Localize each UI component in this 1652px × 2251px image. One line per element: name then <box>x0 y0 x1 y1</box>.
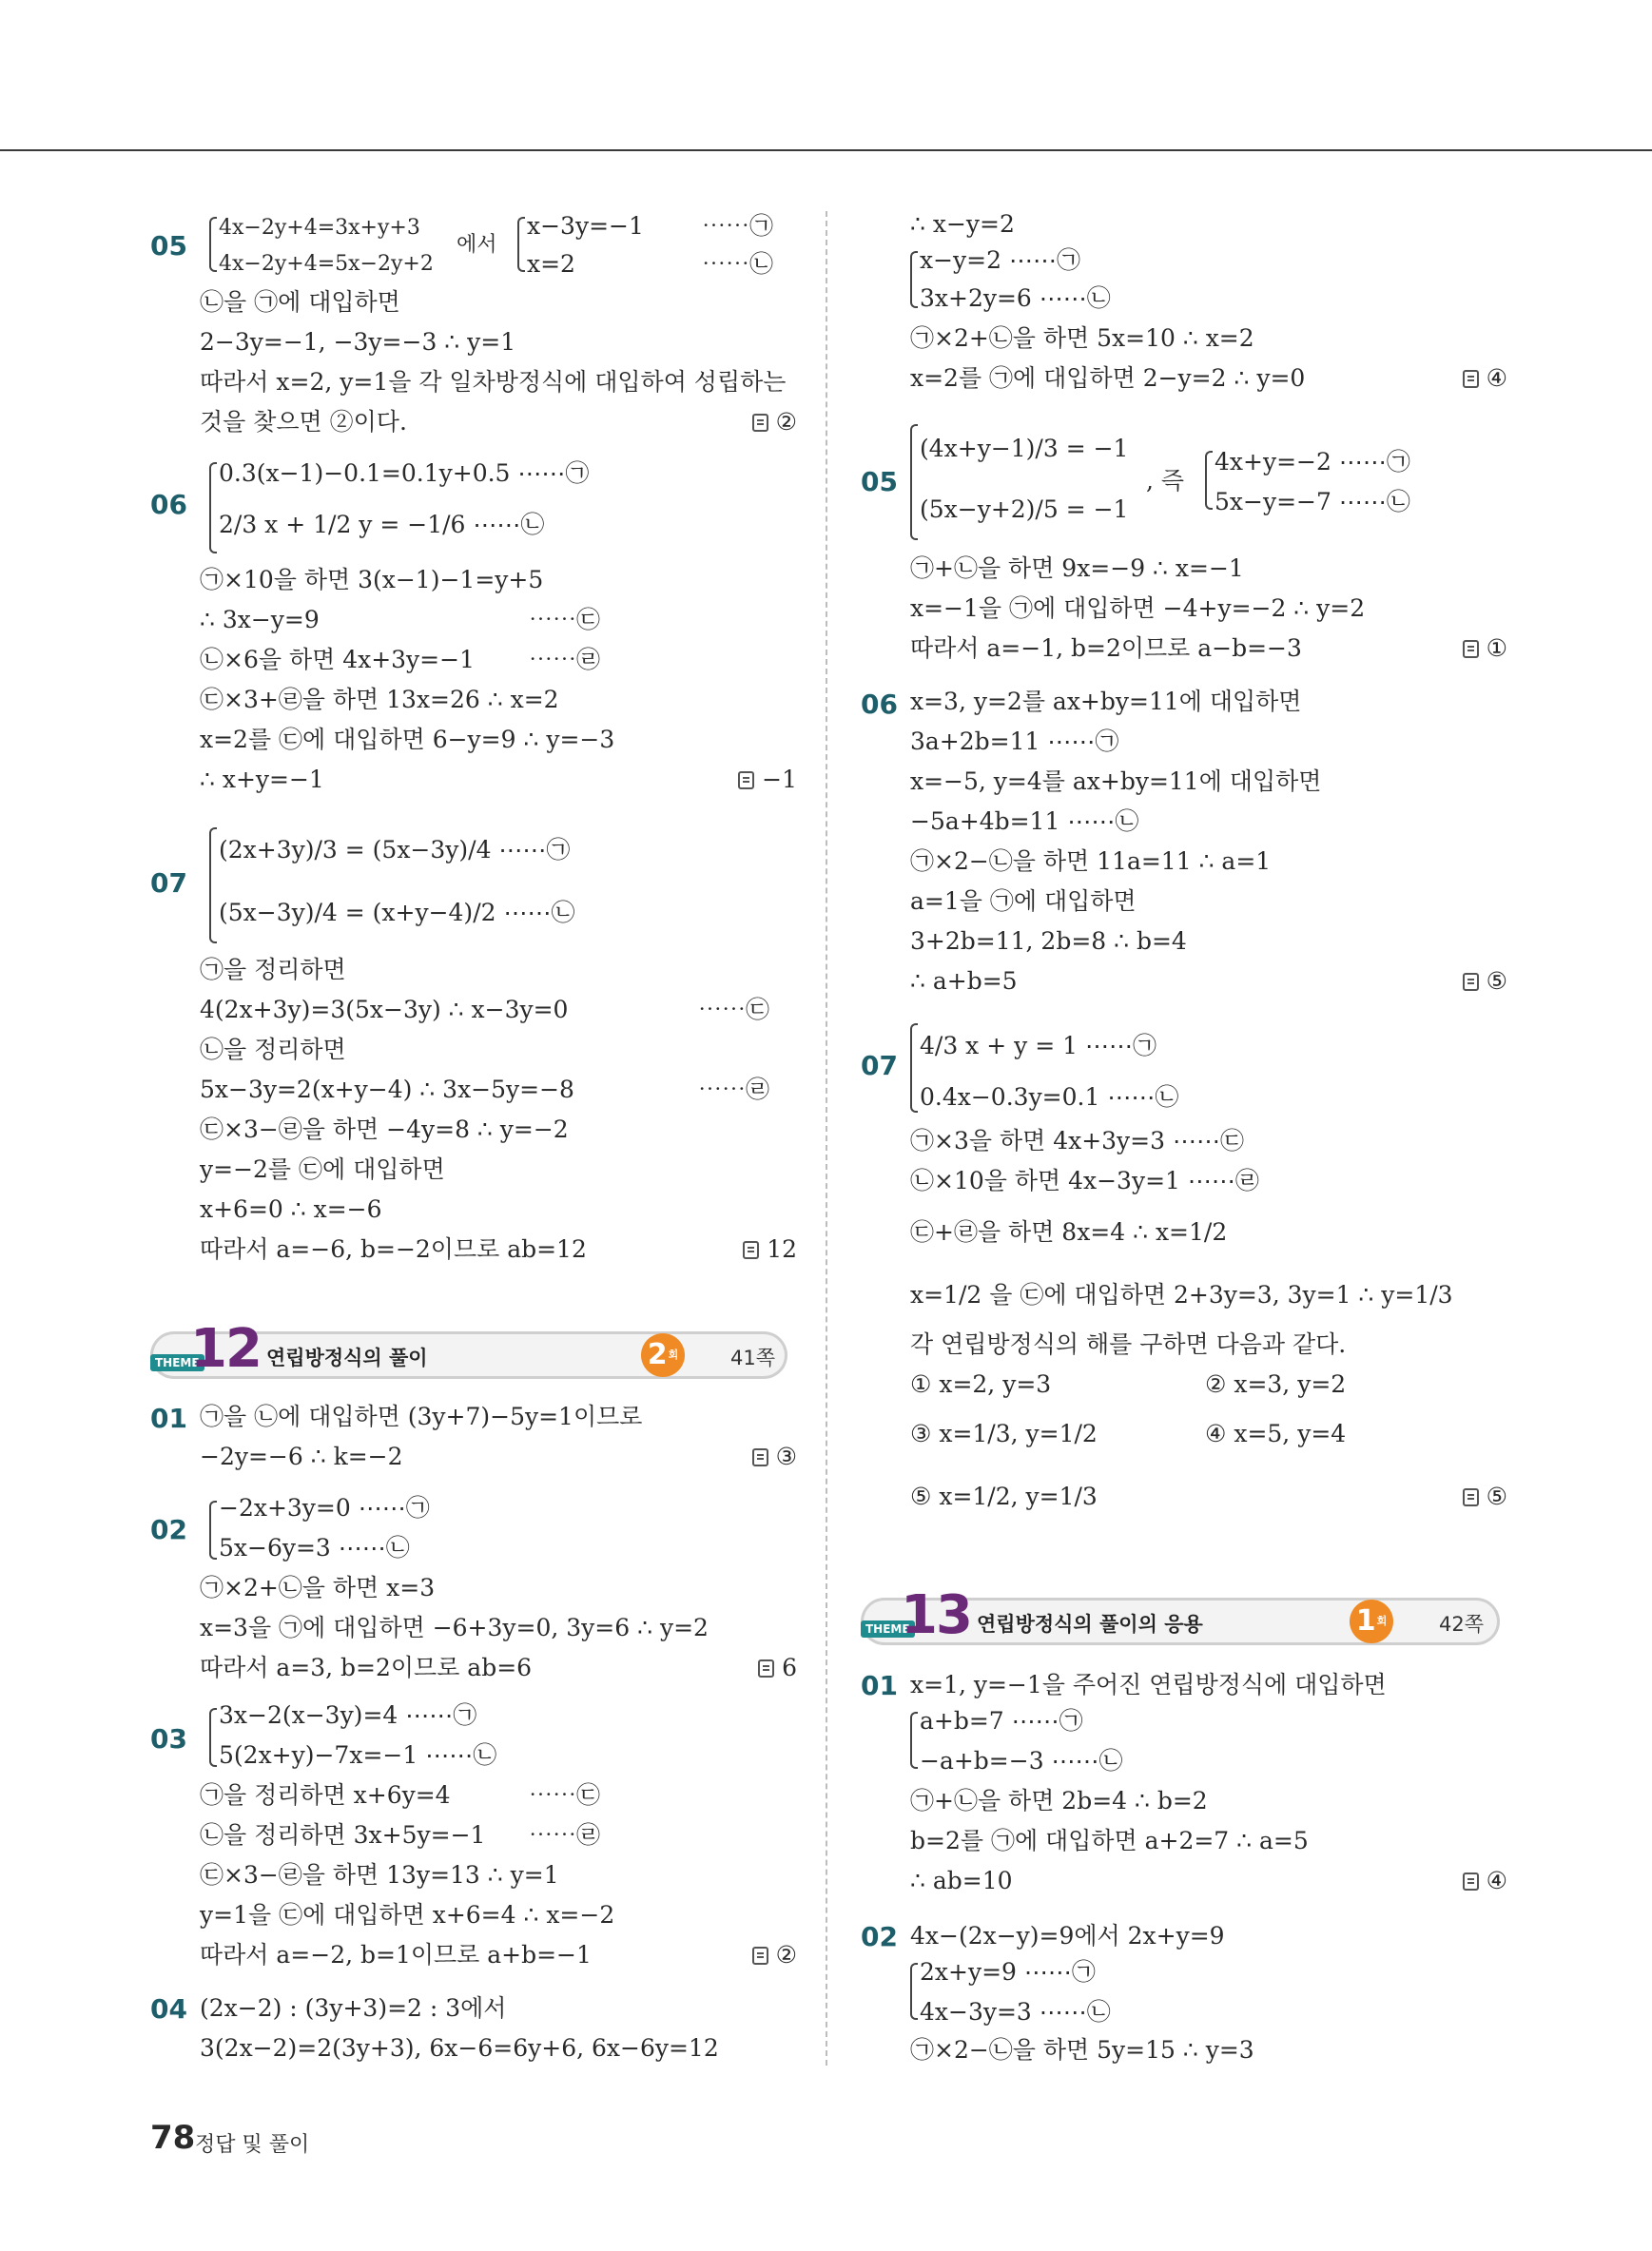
brace <box>1205 451 1213 510</box>
equation: (2x+3y)/3 = (5x−3y)/4 ⋯⋯㉠ <box>219 836 571 864</box>
option: ① x=2, y=3 <box>910 1370 1052 1398</box>
brace <box>209 1708 217 1767</box>
theme-title: 연립방정식의 풀이의 응용 <box>977 1613 1203 1636</box>
theme-tag: THEME <box>150 1354 204 1371</box>
text: ∴ 3x−y=9 <box>200 606 320 633</box>
text: , 즉 <box>1146 467 1185 495</box>
theme-title: 연립방정식의 풀이 <box>266 1347 428 1369</box>
text: x=2를 ㉢에 대입하면 6−y=9 ∴ y=−3 <box>200 726 615 753</box>
answer-icon <box>1463 973 1479 991</box>
equation: 4/3 x + y = 1 ⋯⋯㉠ <box>920 1032 1156 1059</box>
text: 2−3y=−1, −3y=−3 ∴ y=1 <box>200 328 516 356</box>
equation: 4x−2y+4=3x+y+3 <box>219 216 420 240</box>
text: 것을 찾으면 ②이다. <box>200 408 407 436</box>
text: ㉠×3을 하면 4x+3y=3 ⋯⋯㉢ <box>910 1127 1244 1155</box>
footer-label: 정답 및 풀이 <box>195 2133 310 2157</box>
answer: −1 <box>738 765 797 795</box>
text: 따라서 a=−1, b=2이므로 a−b=−3 <box>910 634 1302 662</box>
text: 3(2x−2)=2(3y+3), 6x−6=6y+6, 6x−6y=12 <box>200 2034 719 2062</box>
theme-number: 13 <box>901 1584 971 1646</box>
brace <box>209 217 217 272</box>
text: 4(2x+3y)=3(5x−3y) ∴ x−3y=0 <box>200 996 569 1023</box>
text: ㉢+㉣을 하면 8x=4 ∴ x=1/2 <box>910 1218 1228 1246</box>
problem-number: 07 <box>150 867 187 899</box>
text: 따라서 a=−6, b=−2이므로 ab=12 <box>200 1235 587 1263</box>
brace <box>209 462 217 553</box>
brace <box>910 1963 918 2020</box>
answer: ⑤ <box>1463 966 1507 997</box>
text: ㉠+㉡을 하면 2b=4 ∴ b=2 <box>910 1787 1208 1814</box>
text: ㉠+㉡을 하면 9x=−9 ∴ x=−1 <box>910 554 1244 582</box>
text: ㉠을 정리하면 <box>200 956 346 983</box>
text: ∴ x+y=−1 <box>200 766 324 793</box>
brace <box>517 217 525 272</box>
text: 5x−3y=2(x+y−4) ∴ 3x−5y=−8 <box>200 1076 574 1103</box>
brace <box>910 251 918 308</box>
text: ㉢×3+㉣을 하면 13x=26 ∴ x=2 <box>200 686 559 713</box>
problem-number: 04 <box>150 1993 187 2025</box>
equation: 5x−y=−7 ⋯⋯㉡ <box>1215 488 1410 515</box>
theme-number: 12 <box>190 1318 261 1380</box>
round-badge: $2^회$ <box>641 1333 685 1377</box>
marker: ⋯⋯㉣ <box>529 1821 601 1849</box>
equation: 0.4x−0.3y=0.1 ⋯⋯㉡ <box>920 1083 1179 1111</box>
answer: ② <box>752 407 797 437</box>
text: 따라서 x=2, y=1을 각 일차방정식에 대입하여 성립하는 <box>200 368 787 396</box>
text: x=−1을 ㉠에 대입하면 −4+y=−2 ∴ y=2 <box>910 594 1366 622</box>
equation: 4x+y=−2 ⋯⋯㉠ <box>1215 448 1410 475</box>
marker: ⋯⋯㉡ <box>702 250 774 278</box>
text: 3a+2b=11 ⋯⋯㉠ <box>910 728 1119 755</box>
marker: ⋯⋯㉢ <box>529 606 601 633</box>
equation: x−3y=−1 <box>527 212 644 240</box>
text: 에서 <box>457 233 497 257</box>
text: 따라서 a=3, b=2이므로 ab=6 <box>200 1654 533 1681</box>
answer-icon <box>752 1448 768 1466</box>
answer: ③ <box>752 1442 797 1472</box>
text: y=1을 ㉢에 대입하면 x+6=4 ∴ x=−2 <box>200 1901 615 1929</box>
theme-tag: THEME <box>861 1620 915 1638</box>
answer-icon <box>1463 1873 1479 1891</box>
marker: ⋯⋯㉣ <box>529 646 601 673</box>
round-badge: $1^회$ <box>1350 1600 1393 1643</box>
equation: 5x−6y=3 ⋯⋯㉡ <box>219 1534 410 1562</box>
brace <box>910 1712 918 1769</box>
text: b=2를 ㉠에 대입하면 a+2=7 ∴ a=5 <box>910 1827 1309 1854</box>
answer-icon <box>758 1659 774 1678</box>
text: a=1을 ㉠에 대입하면 <box>910 887 1137 915</box>
text: x=3을 ㉠에 대입하면 −6+3y=0, 3y=6 ∴ y=2 <box>200 1614 709 1641</box>
option: ③ x=1/3, y=1/2 <box>910 1420 1098 1447</box>
problem-number: 06 <box>150 489 187 520</box>
text: x=−5, y=4를 ax+by=11에 대입하면 <box>910 767 1322 795</box>
equation: (5x−y+2)/5 = −1 <box>920 495 1129 523</box>
marker: ⋯⋯㉢ <box>529 1781 601 1809</box>
marker: ⋯⋯㉠ <box>702 212 774 240</box>
text: ㉠×2−㉡을 하면 11a=11 ∴ a=1 <box>910 847 1272 875</box>
text: 4x−(2x−y)=9에서 2x+y=9 <box>910 1922 1225 1950</box>
text: x+6=0 ∴ x=−6 <box>200 1195 382 1223</box>
text: x=3, y=2를 ax+by=11에 대입하면 <box>910 688 1302 715</box>
equation: (5x−3y)/4 = (x+y−4)/2 ⋯⋯㉡ <box>219 899 575 926</box>
problem-number: 01 <box>150 1403 187 1434</box>
text: ㉠을 정리하면 x+6y=4 <box>200 1781 451 1809</box>
column-divider <box>826 211 827 2066</box>
text: ∴ a+b=5 <box>910 967 1018 995</box>
text: (2x−2) : (3y+3)=2 : 3에서 <box>200 1994 507 2022</box>
equation: 5(2x+y)−7x=−1 ⋯⋯㉡ <box>219 1741 497 1769</box>
text: 각 연립방정식의 해를 구하면 다음과 같다. <box>910 1330 1347 1358</box>
answer-icon <box>752 414 768 432</box>
answer: ① <box>1463 633 1507 664</box>
equation: 4x−3y=3 ⋯⋯㉡ <box>920 1998 1111 2026</box>
text: x=1/2 을 ㉢에 대입하면 2+3y=3, 3y=1 ∴ y=1/3 <box>910 1281 1453 1309</box>
marker: ⋯⋯㉣ <box>698 1076 770 1103</box>
text: ㉢×3−㉣을 하면 −4y=8 ∴ y=−2 <box>200 1116 569 1143</box>
equation: 4x−2y+4=5x−2y+2 <box>219 252 434 276</box>
brace <box>910 424 918 540</box>
text: ㉠×2−㉡을 하면 5y=15 ∴ y=3 <box>910 2036 1254 2064</box>
text: ㉡×10을 하면 4x−3y=1 ⋯⋯㉣ <box>910 1167 1259 1194</box>
text: −5a+4b=11 ⋯⋯㉡ <box>910 807 1139 835</box>
equation: −a+b=−3 ⋯⋯㉡ <box>920 1747 1123 1775</box>
problem-number: 05 <box>861 466 898 497</box>
problem-number: 03 <box>150 1723 187 1755</box>
brace <box>209 1501 217 1560</box>
text: ㉢×3−㉣을 하면 13y=13 ∴ y=1 <box>200 1861 559 1889</box>
answer-icon <box>1463 1488 1479 1506</box>
problem-number: 06 <box>861 689 898 720</box>
answer-icon <box>1463 370 1479 388</box>
text: y=−2를 ㉢에 대입하면 <box>200 1155 445 1183</box>
text: ㉡을 정리하면 <box>200 1036 346 1063</box>
text: ㉠을 ㉡에 대입하면 (3y+7)−5y=1이므로 <box>200 1403 643 1430</box>
answer: ⑤ <box>1463 1482 1507 1512</box>
answer-icon <box>1463 640 1479 658</box>
text: ㉠×2+㉡을 하면 x=3 <box>200 1574 436 1601</box>
theme-page: 41쪽 <box>730 1347 776 1369</box>
text: x=2를 ㉠에 대입하면 2−y=2 ∴ y=0 <box>910 364 1306 392</box>
text: ∴ ab=10 <box>910 1867 1013 1894</box>
text: 3+2b=11, 2b=8 ∴ b=4 <box>910 927 1187 955</box>
text: ∴ x−y=2 <box>910 210 1015 238</box>
top-rule <box>0 149 1652 151</box>
answer: ② <box>752 1940 797 1970</box>
brace <box>910 1023 918 1113</box>
text: ㉡×6을 하면 4x+3y=−1 <box>200 646 475 673</box>
answer: ④ <box>1463 1866 1507 1896</box>
equation: 2x+y=9 ⋯⋯㉠ <box>920 1958 1096 1986</box>
page-number: 78 <box>150 2119 196 2157</box>
text: 따라서 a=−2, b=1이므로 a+b=−1 <box>200 1941 592 1969</box>
equation: x=2 <box>527 250 575 278</box>
problem-number: 02 <box>861 1921 898 1952</box>
equation: 2/3 x + 1/2 y = −1/6 ⋯⋯㉡ <box>219 511 545 538</box>
theme-page: 42쪽 <box>1439 1613 1485 1636</box>
answer-icon <box>738 771 754 789</box>
theme-header-13 <box>861 1584 1500 1646</box>
problem-number: 07 <box>861 1050 898 1081</box>
problem-number: 02 <box>150 1514 187 1545</box>
answer: ④ <box>1463 363 1507 394</box>
answer-icon <box>752 1947 768 1965</box>
theme-header-12 <box>150 1318 787 1380</box>
option: ④ x=5, y=4 <box>1205 1420 1347 1447</box>
answer: 12 <box>743 1234 797 1265</box>
text: x=1, y=−1을 주어진 연립방정식에 대입하면 <box>910 1671 1387 1698</box>
marker: ⋯⋯㉢ <box>698 996 770 1023</box>
equation: (4x+y−1)/3 = −1 <box>920 435 1129 462</box>
option: ② x=3, y=2 <box>1205 1370 1347 1398</box>
equation: x−y=2 ⋯⋯㉠ <box>920 246 1080 274</box>
option: ⑤ x=1/2, y=1/3 <box>910 1483 1098 1510</box>
text: ㉡을 정리하면 3x+5y=−1 <box>200 1821 486 1849</box>
problem-number: 05 <box>150 230 187 262</box>
answer-icon <box>743 1241 759 1259</box>
equation: 3x−2(x−3y)=4 ⋯⋯㉠ <box>219 1701 477 1729</box>
text: ㉠×10을 하면 3(x−1)−1=y+5 <box>200 566 544 593</box>
text: ㉠×2+㉡을 하면 5x=10 ∴ x=2 <box>910 324 1254 352</box>
equation: a+b=7 ⋯⋯㉠ <box>920 1707 1083 1735</box>
equation: −2x+3y=0 ⋯⋯㉠ <box>219 1494 430 1522</box>
equation: 3x+2y=6 ⋯⋯㉡ <box>920 284 1111 312</box>
answer: 6 <box>758 1653 797 1683</box>
text: −2y=−6 ∴ k=−2 <box>200 1443 403 1470</box>
text: ㉡을 ㉠에 대입하면 <box>200 288 400 316</box>
brace <box>209 827 217 943</box>
problem-number: 01 <box>861 1670 898 1701</box>
equation: 0.3(x−1)−0.1=0.1y+0.5 ⋯⋯㉠ <box>219 459 590 487</box>
